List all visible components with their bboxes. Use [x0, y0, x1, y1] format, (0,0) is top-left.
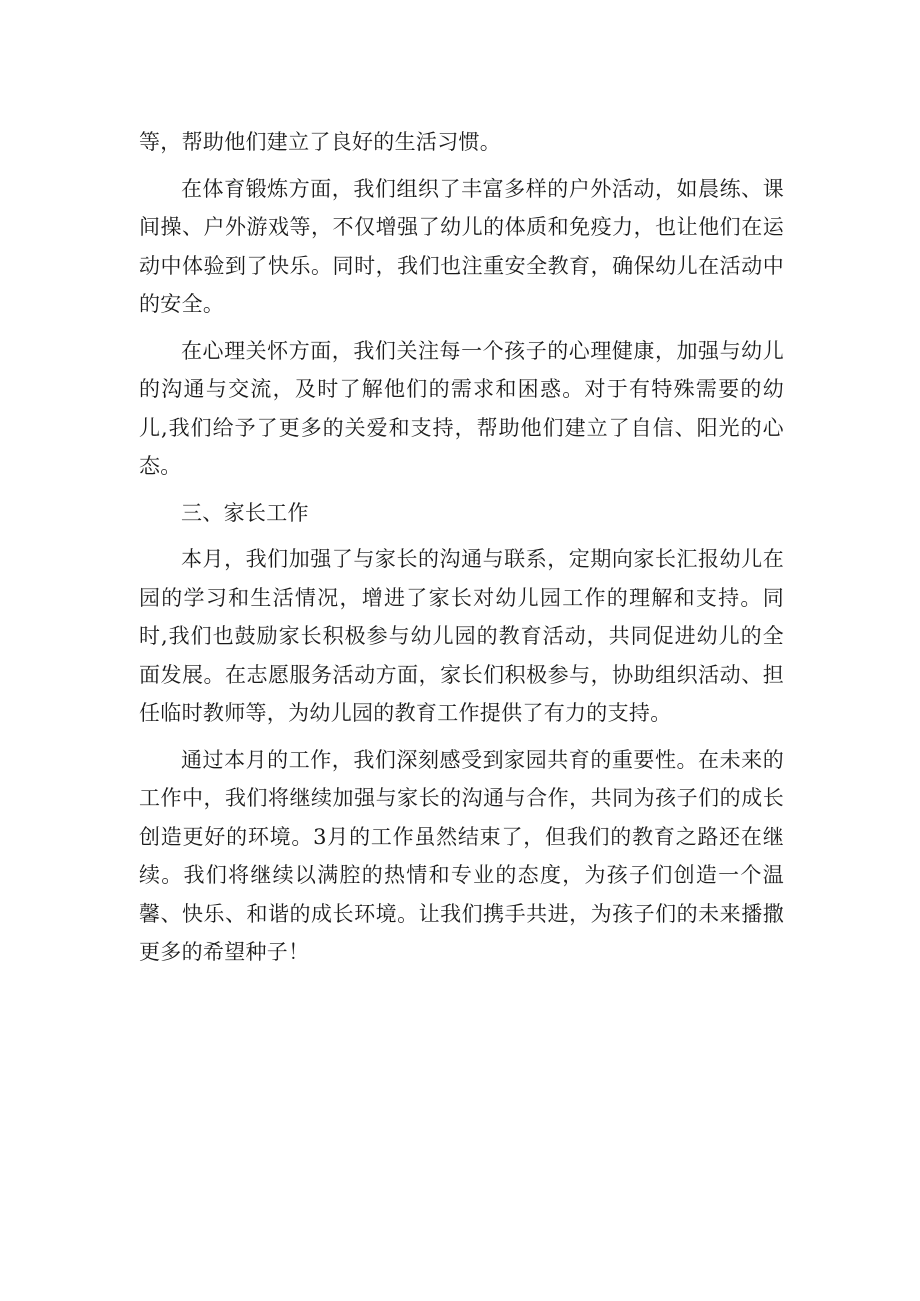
section-heading-parent-work: 三、家长工作 — [181, 500, 309, 525]
paragraph-conclusion: 通过本月的工作，我们深刻感受到家园共育的重要性。在未来的工作中，我们将继续加强与家长的沟通与合作，共同为孩子们的成长创造更好的环境。3月的工作虽然结束了，但我们的教育之路还在继续。我们将继续以满腔的热情和专业的态度，为孩子们创造一个温馨、快乐、和谐的成长环境。让我们携手共进，为孩子们的未来播撒更多的希望种子！ — [139, 747, 784, 964]
paragraph-parent-communication: 本月，我们加强了与家长的沟通与联系，定期向家长汇报幼儿在园的学习和生活情况，增进了家长对幼儿园工作的理解和支持。同时,我们也鼓励家长积极参与幼儿园的教育活动，共同促进幼儿的全面发展。在志愿服务活动方面，家长们积极参与，协助组织活动、担任临时教师等，为幼儿园的教育工作提供了有力的支持。 — [139, 547, 784, 725]
paragraph-psychological-care: 在心理关怀方面，我们关注每一个孩子的心理健康，加强与幼儿的沟通与交流，及时了解他们的需求和困惑。对于有特殊需要的幼儿,我们给予了更多的关爱和支持，帮助他们建立了自信、阳光的心态。 — [139, 338, 784, 478]
paragraph-continuation: 等，帮助他们建立了良好的生活习惯。 — [139, 130, 502, 154]
document-body — [139, 123, 784, 980]
paragraph-physical-exercise: 在体育锻炼方面，我们组织了丰富多样的户外活动，如晨练、课间操、户外游戏等，不仅增强了幼儿的体质和免疫力，也让他们在运动中体验到了快乐。同时，我们也注重安全教育，确保幼儿在活动中的安全。 — [139, 176, 784, 316]
